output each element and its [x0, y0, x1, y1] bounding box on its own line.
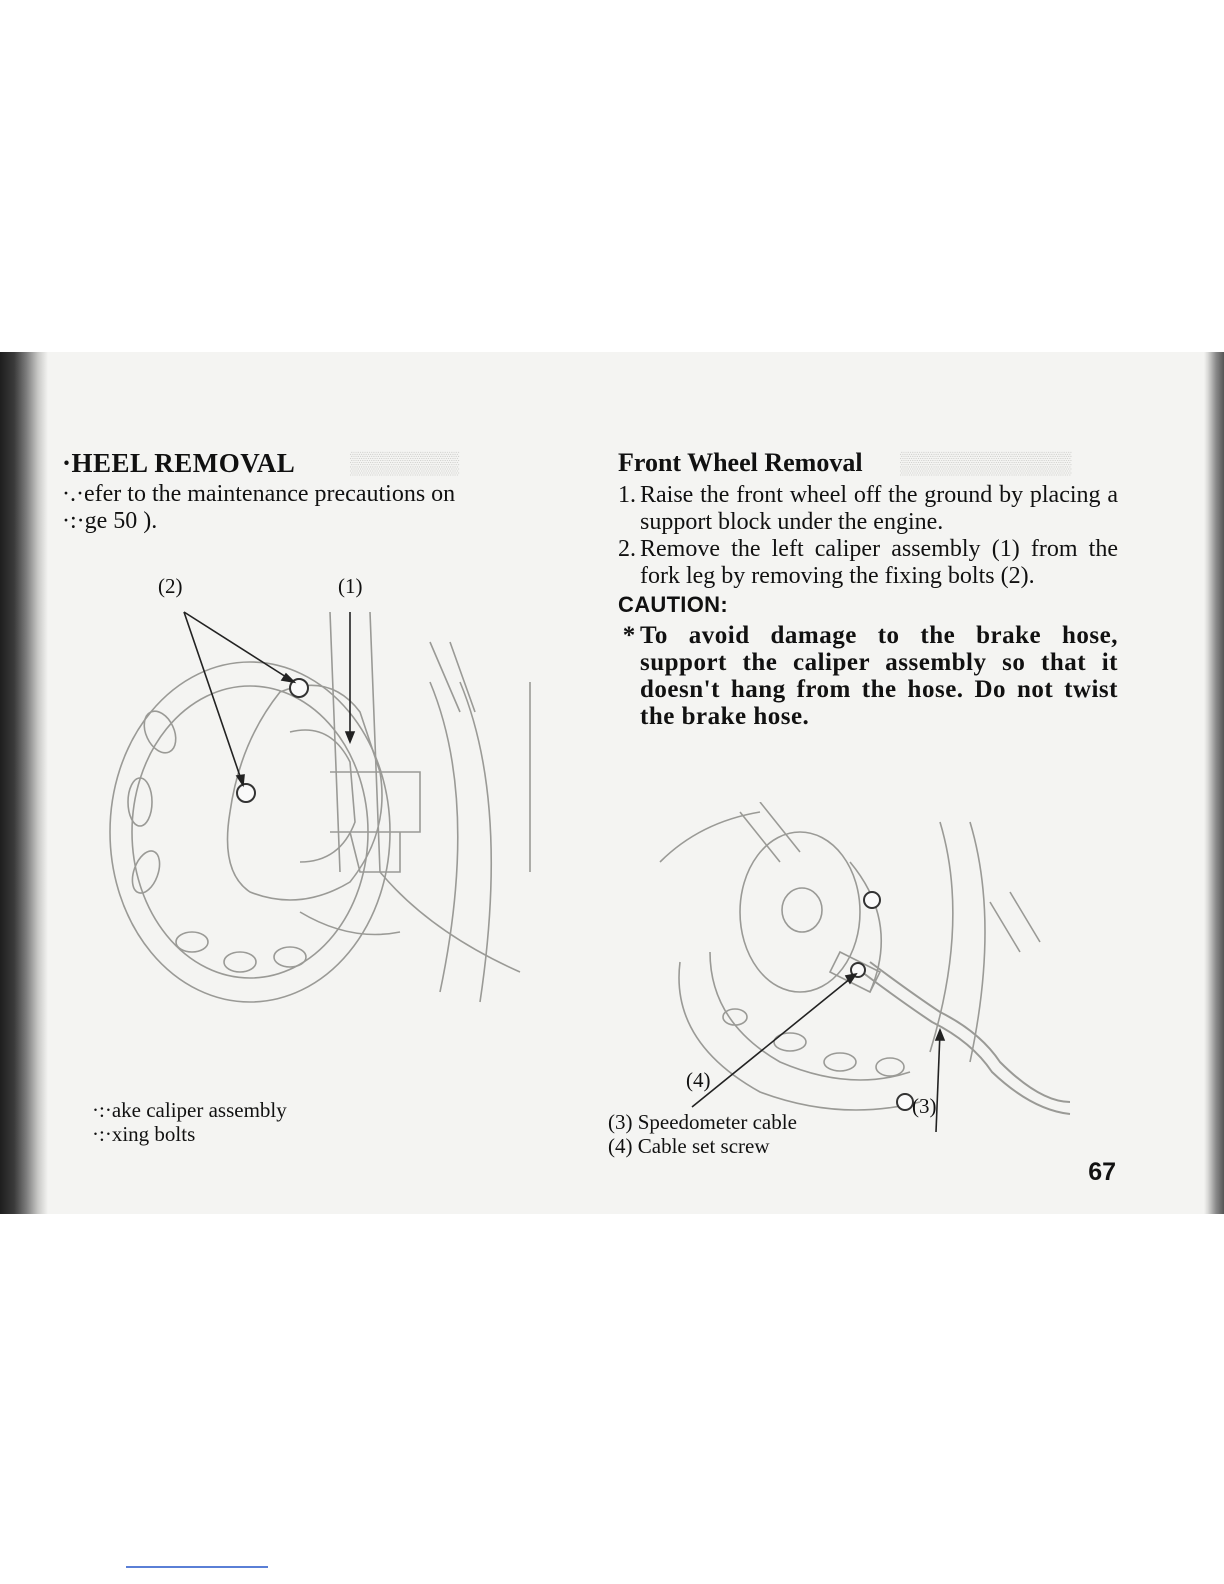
caution-block [618, 622, 1118, 730]
section-heading-front-wheel: Front Wheel Removal [618, 448, 863, 477]
figure-caption-left [92, 1098, 287, 1146]
binding-shadow-left [0, 352, 48, 1214]
figure-callout-1: (1) [338, 574, 363, 598]
step-number: 2. [618, 535, 636, 562]
manual-page [0, 352, 1224, 1214]
caption-cable-set-screw: (4) Cable set screw [608, 1134, 770, 1158]
page-number: 67 [1088, 1158, 1116, 1186]
bleed-through-text: ▒▒▒▒▒▒▒ [350, 450, 460, 475]
caution-text: To avoid damage to the brake hose, support the caliper assembly so that it doesn't hang from the hose. Do not twist the brake hose. [640, 621, 1118, 730]
step-text: Raise the front wheel off the ground by placing a support block under the engine. [640, 481, 1118, 535]
caption-brake-caliper: ·:·ake caliper assembly [92, 1098, 287, 1122]
step-item [618, 482, 1118, 536]
figure-callout-4: (4) [686, 1068, 711, 1092]
caption-fixing-bolts: ·:·xing bolts [92, 1122, 196, 1146]
figure-caption-right [608, 1110, 797, 1158]
step-text: Remove the left caliper assembly (1) from the fork leg by removing the fixing bolts (2). [640, 535, 1118, 589]
step-item [618, 536, 1118, 590]
section-heading: ·HEEL REMOVAL [62, 448, 296, 478]
left-column [62, 448, 562, 535]
step-number: 1. [618, 481, 636, 508]
caliper-illustration [100, 572, 560, 1012]
intro-text-line1: ·.·efer to the maintenance precautions on [62, 481, 456, 508]
right-column [618, 448, 1118, 730]
scan-underline-mark [126, 1566, 268, 1568]
caution-title: CAUTION: [618, 591, 728, 617]
figure-callout-2: (2) [158, 574, 183, 598]
procedure-steps [618, 482, 1118, 590]
figure-callout-3: (3) [912, 1094, 937, 1118]
caution-bullet: * [622, 621, 636, 649]
bleed-through-text: ▒▒▒▒▒▒▒▒▒▒▒ [900, 450, 1072, 475]
intro-text-line2: ·:·ge 50 ). [62, 508, 158, 535]
binding-shadow-right [1204, 352, 1224, 1214]
caption-speedometer-cable: (3) Speedometer cable [608, 1110, 797, 1134]
